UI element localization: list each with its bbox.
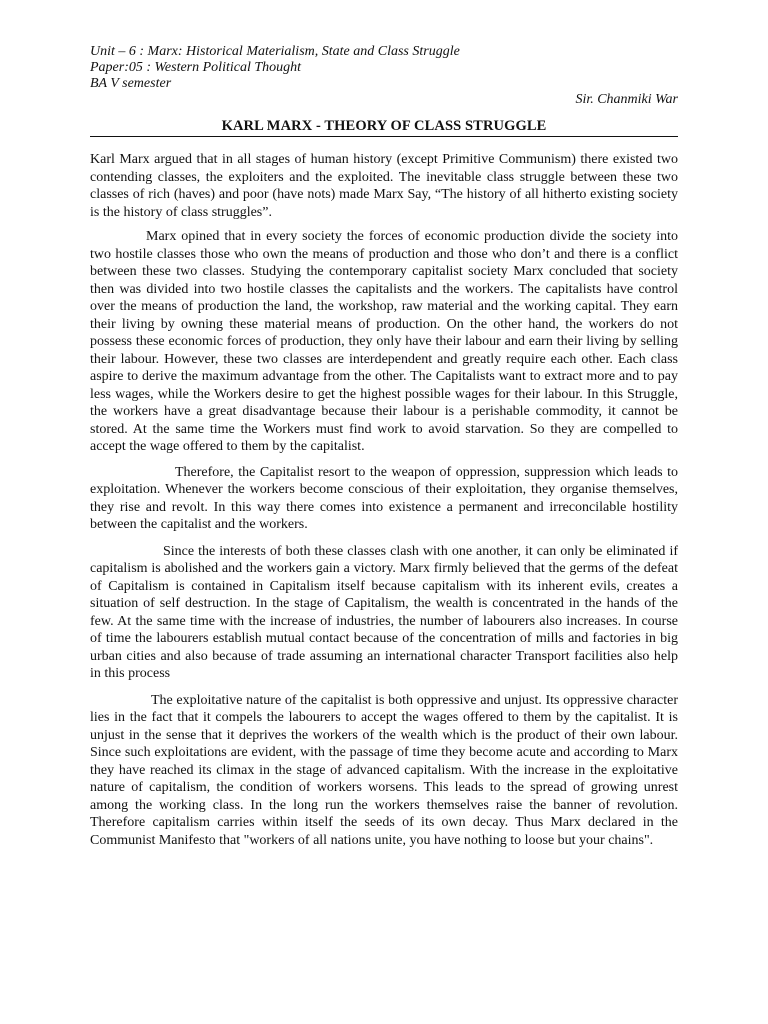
paper-heading: Paper:05 : Western Political Thought (90, 60, 302, 75)
paragraph-2: Marx opined that in every society the forces of economic production divide the society into two hostile classes those who own the means of production and those who don’t and there is a conflict between these two classes. Studying the contemporary capitalist society Marx concluded that society then was divided into two hostile classes the capitalists and the workers. The capitalists have control over the means of production the land, the workshop, raw material and the working capital. They earn their living by owning these material means of production. On the other hand, the workers do not possess these economic forces of production, they only have their labour and earn their living by selling their labour. However, these two classes are interdependent and greatly require each other. Each class aspire to derive the maximum advantage from the other. The Capitalists want to extract more and to pay less wages, while the Workers desire to get the highest possible wages for their labour. In this Struggle, the workers have a great disadvantage because their labour is a perishable commodity, it cannot be stored. At the same time the Workers must find work to avoid starvation. So they are compelled to accept the wage offered to them by the capitalist. (90, 229, 678, 454)
semester-heading: BA V semester (90, 76, 172, 91)
title-underline (90, 136, 678, 137)
author-name: Sir. Chanmiki War (575, 92, 678, 107)
paragraph-3: Therefore, the Capitalist resort to the weapon of oppression, suppression which leads to exploitation. Whenever the workers become conscious of their exploitation, they organise themselves, they rise and revolt. In this way there comes into existence a permanent and irreconcilable hostility between the capitalist and the workers. (90, 464, 678, 532)
unit-heading: Unit – 6 : Marx: Historical Materialism, State and Class Struggle (90, 44, 460, 59)
paragraph-1: Karl Marx argued that in all stages of human history (except Primitive Communism) there existed two contending classes, the exploiters and the exploited. The inevitable class struggle between these two classes of rich (haves) and poor (have nots) made Marx Say, “The history of all hitherto existing society is the history of class struggles”. (90, 152, 678, 220)
paragraph-5: The exploitative nature of the capitalist is both oppressive and unjust. Its oppressive character lies in the fact that it compels the labourers to accept the wages offered to them by the capitalist. It is unjust in the sense that it deprives the workers of the wealth which is the product of their own labour. Since such exploitations are evident, with the passage of time they become acute and according to Marx they have reached its climax in the stage of advanced capitalism. With the increase in the exploitative nature of capitalism, the condition of workers worsens. This leads to the spread of growing unrest among the working class. In the long run the workers themselves raise the banner of revolution. Therefore capitalism carries within itself the seeds of its own decay. Thus Marx declared in the Communist Manifesto that "workers of all nations unite, you have nothing to loose but your chains". (90, 692, 678, 848)
paragraph-4: Since the interests of both these classes clash with one another, it can only be eliminated if capitalism is abolished and the workers gain a victory. Marx firmly believed that the germs of the defeat of Capitalism is contained in Capitalism itself because capitalism with its inherent evils, creates a situation of self destruction. In the stage of Capitalism, the wealth is concentrated in the hands of the few. At the same time with the increase of industries, the number of labourers also increases. In course of time the labourers establish mutual contact because of the concentration of mills and factories in big urban cities and also because of trade assuming an international character Transport facilities also help in this process (90, 543, 678, 681)
document-title: KARL MARX - THEORY OF CLASS STRUGGLE (221, 118, 547, 134)
document-page (90, 44, 678, 849)
